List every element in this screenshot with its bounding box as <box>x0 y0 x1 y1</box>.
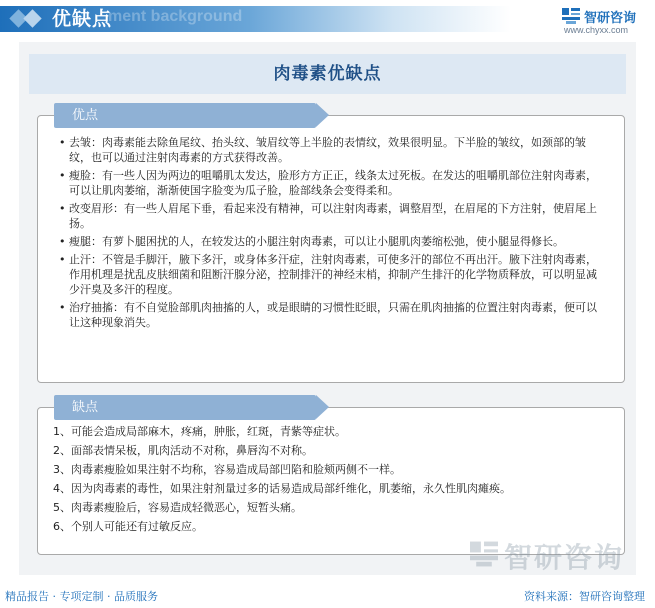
zhiyan-logo-icon <box>562 8 580 24</box>
list-item: • 瘦腿：有萝卜腿困扰的人，在较发达的小腿注射肉毒素，可以让小腿肌肉萎缩松弛，使小腿显得修长。 <box>59 235 564 248</box>
list-item: 4、因为肉毒素的毒性，如果注射剂量过多的话易造成局部纤维化，肌萎缩，永久性肌肉瘫痪。 <box>53 482 511 495</box>
list-item: 5、肉毒素瘦脸后，容易造成轻微恶心，短暂头痛。 <box>53 501 302 514</box>
list-item: • 止汗：不管是手脚汗，腋下多汗，或身体多汗症，注射肉毒素，可使多汗的部位不再出汗。腋下注射肉毒素，作用机理是扰乱皮肤细菌和阻断汗腺分泌，控制排汗的神经末梢，抑制产生排汗的化学物质释放，可以明显减少汗臭及多汗的程度。 <box>59 253 597 296</box>
list-item: 6、个别人可能还有过敏反应。 <box>53 520 203 533</box>
bullet-icon: • <box>59 301 66 314</box>
list-item: • 治疗抽搐：有不自觉脸部肌肉抽搐的人，或是眼睛的习惯性眨眼，只需在肌肉抽搐的位置注射肉毒素，便可以让这种现象消失。 <box>59 301 597 329</box>
zhiyan-watermark-icon <box>470 540 498 568</box>
list-item: • 去皱：肉毒素能去除鱼尾纹、抬头纹、皱眉纹等上半脸的表情纹，效果很明显。下半脸的皱纹，如颈部的皱纹，也可以通过注射肉毒素的方式获得改善。 <box>59 136 586 164</box>
list-item: • 改变眉形：有一些人眉尾下垂，看起来没有精神，可以注射肉毒素，调整眉型，在眉尾的下方注射，使眉尾上扬。 <box>59 202 597 230</box>
bullet-icon: • <box>59 136 66 149</box>
cons-section <box>37 400 625 555</box>
page-title: 优缺点 <box>52 8 113 30</box>
list-item: • 瘦脸：有一些人因为两边的咀嚼肌太发达，脸形方方正正，线条太过死板。在发达的咀嚼肌部位注射肉毒素，可以让肌肉萎缩，渐渐使国字脸变为瓜子脸，脸部线条会变得柔和。 <box>59 169 597 197</box>
cons-tab: 缺点 <box>54 395 316 420</box>
bullet-icon: • <box>59 202 66 215</box>
brand-logo <box>560 6 655 38</box>
diamonds-icon <box>10 9 46 29</box>
footer <box>0 583 655 608</box>
brand-url: www.chyxx.com <box>564 25 629 35</box>
list-item: 1、可能会造成局部麻木，疼痛，肿胀，红斑，青紫等症状。 <box>53 425 346 438</box>
header-ghost-text: ment background <box>108 8 243 25</box>
bullet-icon: • <box>59 235 66 248</box>
bullet-icon: • <box>59 169 66 182</box>
main-title: 肉毒素优缺点 <box>273 64 382 84</box>
cons-list <box>53 424 601 538</box>
list-item: 2、面部表情呆板，肌肉活动不对称，鼻唇沟不对称。 <box>53 444 313 457</box>
header <box>0 0 655 36</box>
watermark-text: 智研咨询 <box>504 541 625 574</box>
watermark <box>470 538 640 574</box>
pros-list <box>59 135 607 333</box>
pros-section <box>37 108 625 383</box>
bullet-icon: • <box>59 253 66 266</box>
list-item: 3、肉毒素瘦脸如果注射不均称，容易造成局部凹陷和脸颊两侧不一样。 <box>53 463 401 476</box>
title-band <box>29 54 626 94</box>
footer-source: 资料来源：智研咨询整理 <box>524 590 645 603</box>
pros-tab: 优点 <box>54 103 316 128</box>
footer-slogan: 精品报告 · 专项定制 · 品质服务 <box>5 590 158 603</box>
brand-name: 智研咨询 <box>584 11 637 26</box>
